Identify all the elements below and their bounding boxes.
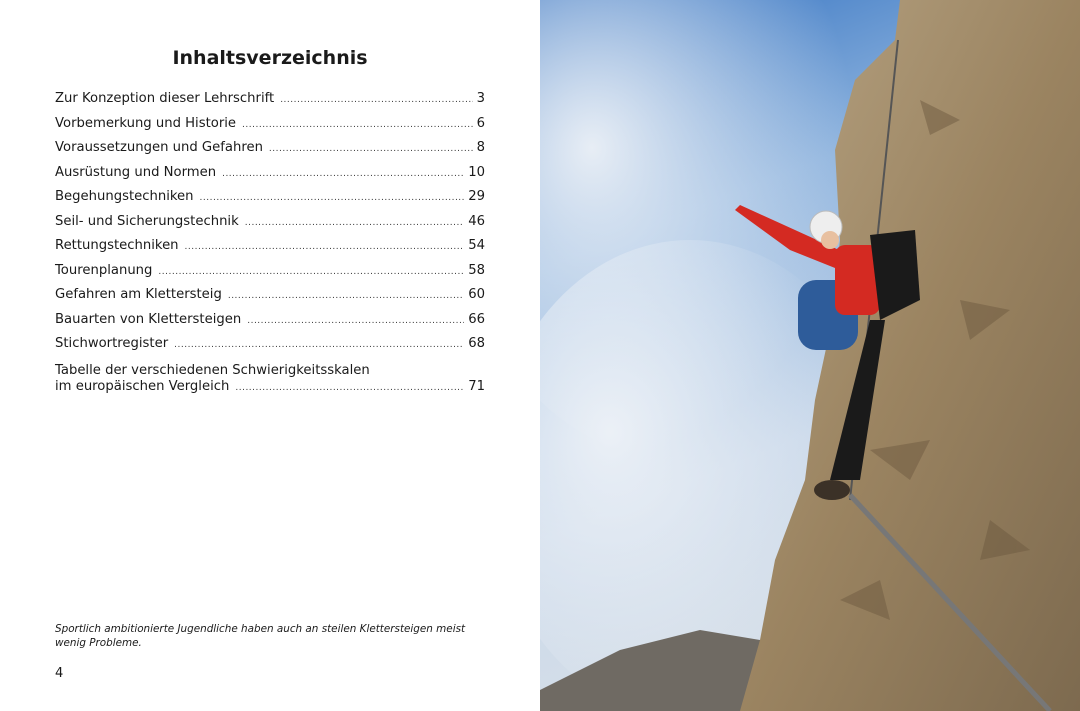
toc-entry-page: 58 <box>468 262 485 278</box>
toc-entry-page: 54 <box>468 238 485 253</box>
toc-entry <box>55 214 485 239</box>
page-number: 4 <box>55 666 64 681</box>
dot-leader <box>185 242 465 252</box>
dot-leader <box>200 193 465 203</box>
toc-entry <box>55 116 485 141</box>
toc-entry-label: Vorbemerkung und Historie <box>55 115 237 131</box>
toc-entry-label: Bauarten von Klettersteigen <box>55 311 242 327</box>
toc-entry-label: Ausrüstung und Normen <box>55 164 217 180</box>
toc-entry <box>55 91 485 116</box>
photo-caption: Sportlich ambitionierte Jugendliche haben auch an steilen Klettersteigen meist wenig Probleme. <box>55 623 466 649</box>
dot-leader <box>222 169 464 179</box>
toc-entry-label: Zur Konzeption dieser Lehrschrift <box>55 91 275 106</box>
toc-entry-label: Stichwortregister <box>55 336 169 351</box>
toc-entry <box>55 336 485 361</box>
toc-entry-page: 46 <box>468 213 485 229</box>
toc-entry-label: Begehungstechniken <box>55 189 194 204</box>
toc-entry-label: im europäischen Vergleich <box>55 378 230 394</box>
dot-leader <box>242 120 473 130</box>
toc-entry-page: 6 <box>476 115 485 131</box>
toc-entry-label: Voraussetzungen und Gefahren <box>55 140 263 155</box>
toc-entry-page: 66 <box>468 311 485 327</box>
toc-entry-page: 71 <box>468 378 485 394</box>
toc-entry-page: 60 <box>468 287 485 302</box>
toc-entry-label: Seil- und Sicherungstechnik <box>55 213 239 229</box>
toc-entry-label: Gefahren am Klettersteig <box>55 287 222 302</box>
toc-entry <box>55 312 485 337</box>
dot-leader <box>269 144 473 154</box>
dot-leader <box>174 340 464 350</box>
toc-entry-page: 68 <box>468 336 485 351</box>
toc-entry-label: Tabelle der verschiedenen Schwierigkeitsskalen <box>55 362 370 378</box>
dot-leader <box>247 316 464 326</box>
toc-entry <box>55 165 485 190</box>
dot-leader <box>245 218 464 228</box>
toc-entry <box>55 140 485 165</box>
table-of-contents <box>55 91 485 396</box>
dot-leader <box>235 380 464 396</box>
toc-entry-page: 8 <box>476 140 485 155</box>
toc-entry <box>55 287 485 312</box>
toc-entry-page: 29 <box>468 189 485 204</box>
page-title: Inhaltsverzeichnis <box>172 47 368 69</box>
toc-entry-label: Rettungstechniken <box>55 238 179 253</box>
toc-entry <box>55 363 485 396</box>
toc-entry-label: Tourenplanung <box>55 262 153 278</box>
toc-entry <box>55 238 485 263</box>
toc-entry <box>55 189 485 214</box>
toc-entry <box>55 263 485 288</box>
toc-entry-page: 10 <box>468 164 485 180</box>
dot-leader <box>280 95 472 105</box>
toc-entry-page: 3 <box>476 91 485 106</box>
climber-photo <box>540 0 1080 711</box>
dot-leader <box>228 291 464 301</box>
dot-leader <box>158 267 464 277</box>
